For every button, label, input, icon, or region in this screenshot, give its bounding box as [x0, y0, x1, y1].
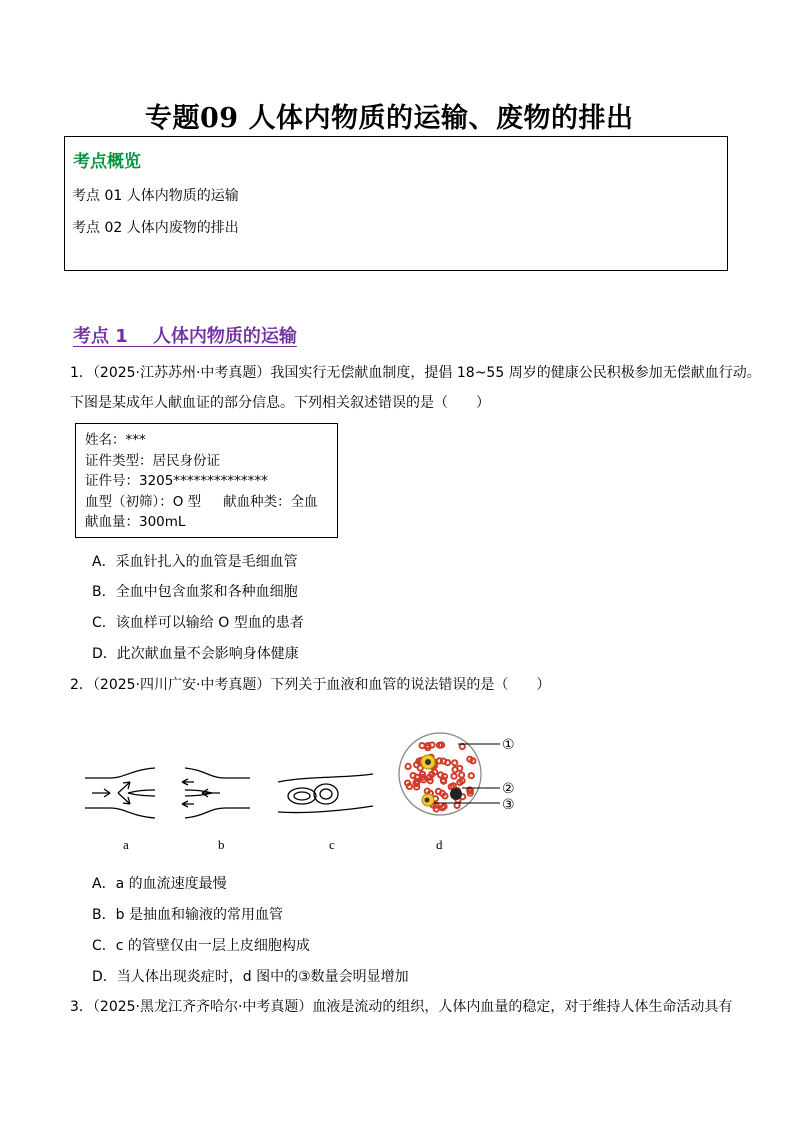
blood-smear-diagram [399, 733, 515, 815]
figure-label-a: a [123, 837, 129, 852]
label-2: ② [502, 781, 515, 797]
vessel-c-diagram [278, 774, 373, 813]
donation-certificate [75, 423, 338, 538]
option-b[interactable]: B．全血中包含血浆和各种血细胞 [92, 584, 298, 600]
option-a[interactable]: A．采血针扎入的血管是毛细血管 [92, 554, 298, 570]
cert-name: 姓名：*** [85, 432, 146, 448]
option-d[interactable]: D．当人体出现炎症时，d 图中的③数量会明显增加 [92, 969, 409, 985]
option-a[interactable]: A．a 的血流速度最慢 [92, 876, 227, 892]
option-c[interactable]: C．c 的管壁仅由一层上皮细胞构成 [92, 938, 310, 954]
section-heading: 考点 1 人体内物质的运输 [73, 326, 297, 347]
option-c[interactable]: C．该血样可以输给 O 型血的患者 [92, 615, 304, 631]
figure-label-d: d [436, 837, 443, 852]
overview-box [64, 136, 728, 271]
question-2-line-1: 2．（2025·四川广安·中考真题）下列关于血液和血管的说法错误的是（ ） [70, 677, 551, 693]
cert-blood-type: 血型（初筛）：O 型 [85, 493, 202, 510]
overview-heading: 考点概览 [73, 152, 141, 172]
question-3-line-1: 3．（2025·黑龙江齐齐哈尔·中考真题）血液是流动的组织，人体内血量的稳定，对于维持人体生命活动具有 [70, 999, 733, 1015]
question-1-line-2: 下图是某成年人献血证的部分信息。下列相关叙述错误的是（ ） [70, 395, 490, 411]
vessel-a-diagram [85, 768, 155, 818]
label-1: ① [502, 737, 515, 753]
option-d[interactable]: D．此次献血量不会影响身体健康 [92, 646, 299, 662]
label-3: ③ [502, 797, 515, 813]
option-b[interactable]: B．b 是抽血和输液的常用血管 [92, 907, 283, 923]
figure-label-c: c [329, 837, 335, 852]
cert-id-number: 证件号：3205************** [85, 473, 268, 489]
vessel-b-diagram [182, 768, 250, 818]
question-1-line-1: 1．（2025·江苏苏州·中考真题）我国实行无偿献血制度，提倡 18~55 周岁的健康公民积极参加无偿献血行动。 [70, 365, 761, 381]
overview-item[interactable]: 考点 01 人体内物质的运输 [72, 188, 239, 204]
cert-amount: 献血量：300mL [85, 514, 186, 530]
figure-label-b: b [218, 837, 225, 852]
cert-donation-type: 献血种类：全血 [223, 493, 318, 510]
page-title: 专题09 人体内物质的运输、废物的排出 [145, 103, 634, 134]
blood-vessel-figure [80, 732, 530, 857]
cert-id-type: 证件类型：居民身份证 [85, 452, 220, 469]
overview-item[interactable]: 考点 02 人体内废物的排出 [72, 220, 239, 236]
